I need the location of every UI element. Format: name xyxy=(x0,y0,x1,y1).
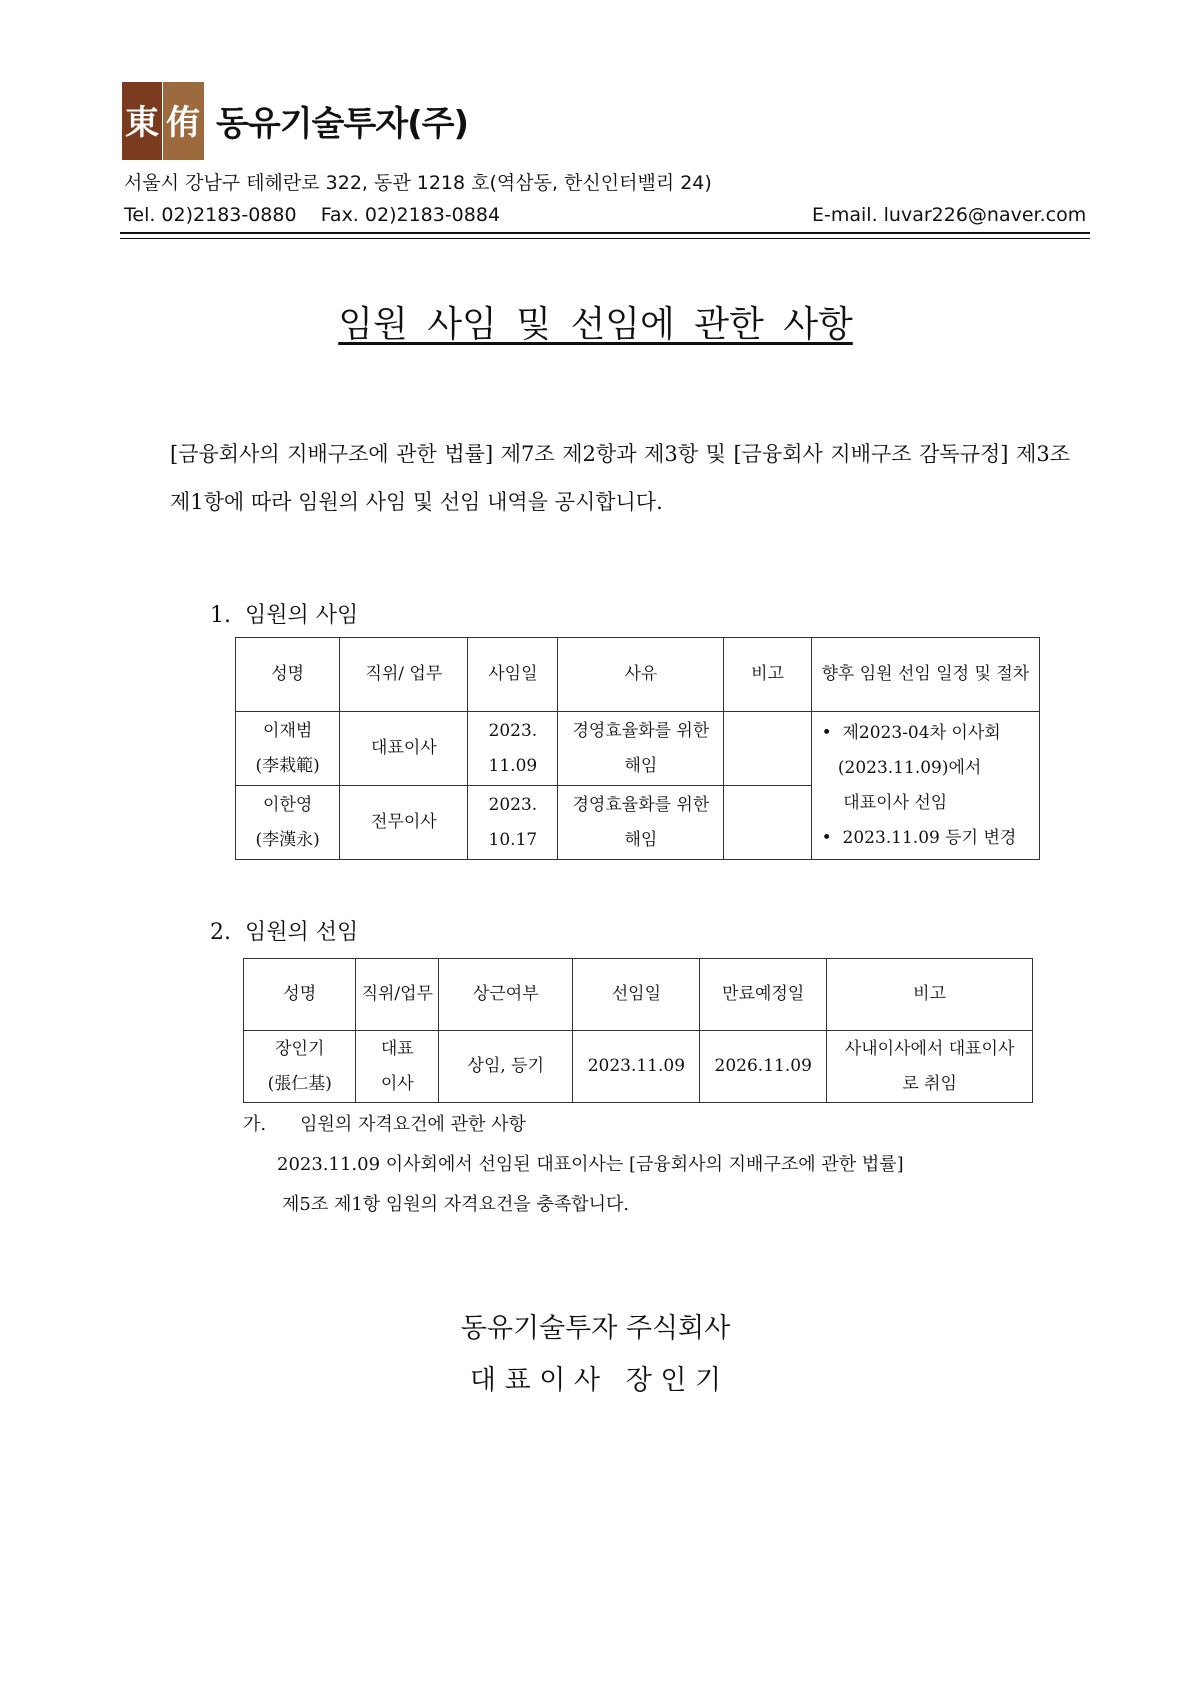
logo-char-2: 侑 xyxy=(166,103,200,143)
header-cell: 만료예정일 xyxy=(700,959,827,1031)
qualification-note-line: 2023.11.09 이사회에서 선임된 대표이사는 [금융회사의 지배구조에 관한 법률] xyxy=(277,1154,904,1175)
table-row xyxy=(236,712,1040,786)
date-cell xyxy=(468,786,558,860)
company-email: E-mail. luvar226@naver.com xyxy=(812,204,1087,226)
note-line: 사내이사에서 대표이사 xyxy=(844,1038,1015,1059)
qualification-note-heading xyxy=(243,1110,526,1136)
appointed-date-cell: 2023.11.09 xyxy=(573,1031,700,1103)
header-cell: 선임일 xyxy=(573,959,700,1031)
schedule-line: • 제2023-04차 이사회 xyxy=(821,722,1001,743)
note-cell xyxy=(724,712,811,786)
section2-heading: 2. 임원의 선임 xyxy=(210,920,359,945)
header-cell: 사임일 xyxy=(468,638,558,712)
position-line: 대표 xyxy=(380,1038,414,1059)
header-cell: 직위/ 업무 xyxy=(340,638,468,712)
intro-paragraph: [금융회사의 지배구조에 관한 법률] 제7조 제2항과 제3항 및 [금융회사 지배구조 감독규정] 제3조 제1항에 따라 임원의 사임 및 선임 내역을 공시합니다. xyxy=(170,442,1070,514)
person-hanja: (李栽範) xyxy=(255,755,320,776)
reason-line: 해임 xyxy=(624,829,658,850)
schedule-line: 대표이사 선임 xyxy=(821,792,948,813)
position-cell: 전무이사 xyxy=(340,786,468,860)
header-cell: 상근여부 xyxy=(439,959,573,1031)
date-cell xyxy=(468,712,558,786)
company-contact: Tel. 02)2183-0880 Fax. 02)2183-0884 xyxy=(124,204,501,226)
resignation-table xyxy=(235,637,1040,860)
reason-line: 해임 xyxy=(624,755,658,776)
expiry-date-cell: 2026.11.09 xyxy=(700,1031,827,1103)
person-name: 장인기 xyxy=(275,1038,325,1059)
header-cell: 직위/업무 xyxy=(356,959,439,1031)
header-cell: 비고 xyxy=(724,638,811,712)
schedule-line: • 2023.11.09 등기 변경 xyxy=(821,827,1017,848)
person-hanja: (李漢永) xyxy=(255,829,320,850)
section1-heading: 1. 임원의 사임 xyxy=(210,603,359,628)
company-address: 서울시 강남구 테헤란로 322, 동관 1218 호(역삼동, 한신인터밸리 24) xyxy=(124,172,712,194)
note-cell xyxy=(724,786,811,860)
person-hanja: (張仁基) xyxy=(267,1073,332,1094)
document-title xyxy=(0,296,1191,347)
date-line: 2023. xyxy=(488,794,538,815)
schedule-cell xyxy=(811,712,1039,860)
document-title-text: 임원 사임 및 선임에 관한 사항 xyxy=(338,304,853,345)
header-cell: 성명 xyxy=(236,638,340,712)
signature-ceo: 대 표 이 사 장 인 기 xyxy=(469,1365,722,1396)
date-line: 11.09 xyxy=(488,755,538,776)
position-cell: 대표이사 xyxy=(340,712,468,786)
name-cell xyxy=(244,1031,356,1103)
note-line: 로 취임 xyxy=(902,1073,957,1094)
header-cell: 향후 임원 선임 일정 및 절차 xyxy=(811,638,1039,712)
signature-company: 동유기술투자 주식회사 xyxy=(460,1313,731,1344)
table-row xyxy=(244,1031,1033,1103)
header-cell: 사유 xyxy=(558,638,724,712)
fulltime-cell: 상임, 등기 xyxy=(439,1031,573,1103)
date-line: 10.17 xyxy=(488,829,538,850)
qualification-note-line: 제5조 제1항 임원의 자격요건을 충족합니다. xyxy=(282,1194,630,1215)
reason-cell xyxy=(558,712,724,786)
header-cell: 성명 xyxy=(244,959,356,1031)
name-cell xyxy=(236,712,340,786)
reason-line: 경영효율화를 위한 xyxy=(572,720,710,741)
name-cell xyxy=(236,786,340,860)
note-title: 임원의 자격요건에 관한 사항 xyxy=(300,1114,526,1135)
position-line: 이사 xyxy=(380,1073,414,1094)
appointment-table xyxy=(243,958,1033,1103)
table-header-row xyxy=(236,638,1040,712)
person-name: 이한영 xyxy=(263,794,313,815)
reason-cell xyxy=(558,786,724,860)
company-logo xyxy=(122,82,204,160)
header-rule-thin xyxy=(120,238,1090,239)
header-cell: 비고 xyxy=(827,959,1033,1031)
reason-line: 경영효율화를 위한 xyxy=(572,794,710,815)
note-cell xyxy=(827,1031,1033,1103)
schedule-line: (2023.11.09)에서 xyxy=(821,757,982,778)
date-line: 2023. xyxy=(488,720,538,741)
company-name: 동유기술투자(주) xyxy=(216,104,468,144)
table-header-row xyxy=(244,959,1033,1031)
logo-char-1: 東 xyxy=(125,103,159,143)
position-cell xyxy=(356,1031,439,1103)
person-name: 이재범 xyxy=(263,720,313,741)
note-label: 가. xyxy=(243,1114,267,1135)
header-rule-thick xyxy=(120,232,1090,234)
